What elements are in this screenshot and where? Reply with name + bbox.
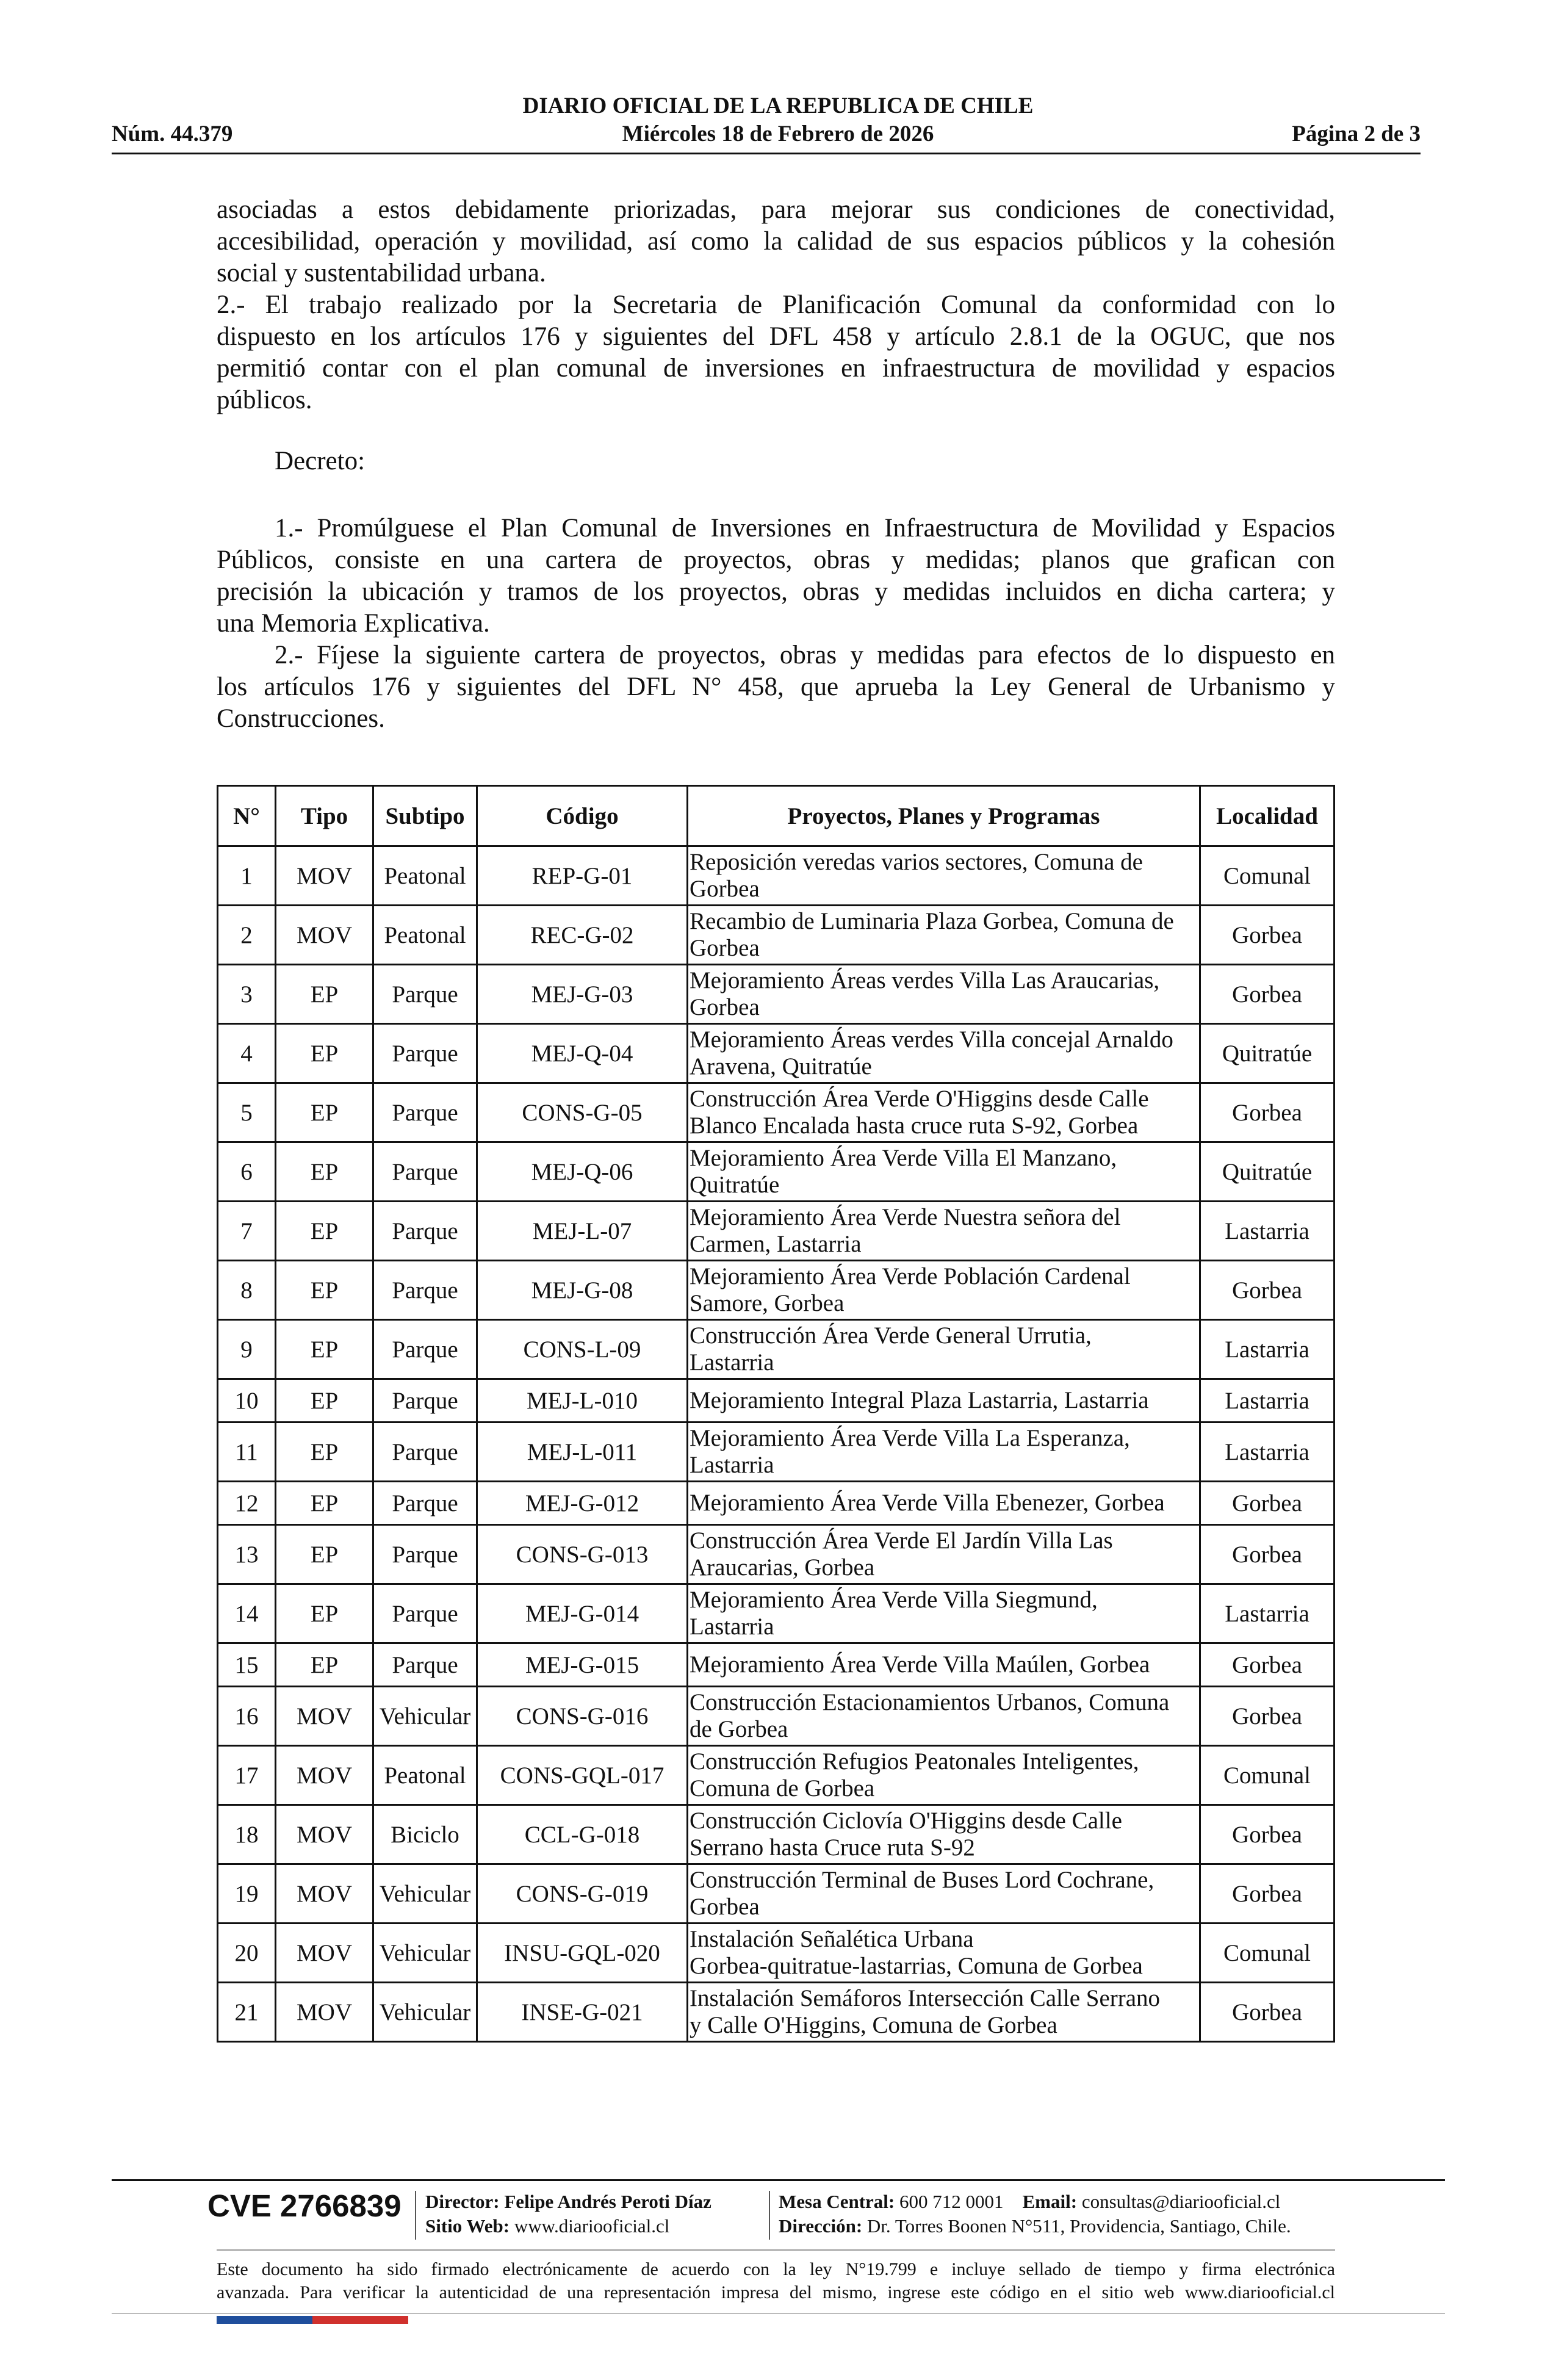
table-row: [218, 1083, 1334, 1142]
description-line: Construcción Área Verde El Jardín Villa Las: [690, 1527, 1113, 1554]
table-row: [218, 1864, 1334, 1924]
flag-bar-blue: [217, 2316, 312, 2324]
flag-bar-red: [312, 2316, 408, 2324]
row-subtipo: Peatonal: [373, 846, 477, 906]
row-tipo: MOV: [276, 1687, 373, 1746]
table-row: [218, 1379, 1334, 1423]
row-number: 21: [218, 1983, 276, 2042]
row-description: [688, 1983, 1200, 2042]
table-row: [218, 1024, 1334, 1083]
text-line: precisión la ubicación y tramos de los proyectos, obras y medidas incluidos en dicha cartera; y: [217, 577, 1335, 606]
email-link[interactable]: consultas@diariooficial.cl: [1081, 2191, 1281, 2212]
row-localidad: Gorbea: [1200, 1864, 1334, 1924]
director-label: Director:: [425, 2191, 500, 2212]
row-number: 14: [218, 1584, 276, 1643]
row-tipo: EP: [276, 1525, 373, 1584]
projects-table: [217, 785, 1335, 2043]
row-tipo: EP: [276, 1202, 373, 1261]
row-subtipo: Parque: [373, 1202, 477, 1261]
row-localidad: Gorbea: [1200, 1525, 1334, 1584]
row-localidad: Lastarria: [1200, 1423, 1334, 1482]
table-header-row: [218, 786, 1334, 846]
description-line: Construcción Ciclovía O'Higgins desde Calle: [690, 1808, 1122, 1834]
row-subtipo: Parque: [373, 965, 477, 1024]
text-line: 1.- Promúlguese el Plan Comunal de Inversiones en Infraestructura de Movilidad y Espacios: [275, 514, 1335, 543]
row-localidad: Gorbea: [1200, 1083, 1334, 1142]
row-number: 20: [218, 1924, 276, 1983]
row-localidad: Gorbea: [1200, 1482, 1334, 1525]
row-number: 1: [218, 846, 276, 906]
row-description: [688, 1746, 1200, 1805]
row-subtipo: Parque: [373, 1083, 477, 1142]
description-line: y Calle O'Higgins, Comuna de Gorbea: [690, 2012, 1057, 2038]
row-tipo: MOV: [276, 1746, 373, 1805]
row-codigo: MEJ-L-07: [477, 1202, 688, 1261]
row-localidad: Quitratúe: [1200, 1024, 1334, 1083]
row-subtipo: Vehicular: [373, 1864, 477, 1924]
row-tipo: MOV: [276, 1924, 373, 1983]
row-description: [688, 906, 1200, 965]
row-tipo: EP: [276, 1320, 373, 1379]
footer-divider: [217, 2249, 1335, 2251]
row-localidad: Gorbea: [1200, 1983, 1334, 2042]
description-line: Mejoramiento Área Verde Villa El Manzano,: [690, 1145, 1117, 1171]
footer-divider: [112, 2179, 1445, 2181]
row-subtipo: Parque: [373, 1584, 477, 1643]
table-row: [218, 1746, 1334, 1805]
description-line: Reposición veredas varios sectores, Comuna de: [690, 849, 1143, 875]
row-description: [688, 1643, 1200, 1687]
column-header: Localidad: [1200, 786, 1334, 846]
row-tipo: EP: [276, 965, 373, 1024]
row-description: [688, 965, 1200, 1024]
row-description: [688, 1864, 1200, 1924]
table-row: [218, 1142, 1334, 1202]
row-tipo: EP: [276, 1643, 373, 1687]
table-row: [218, 1643, 1334, 1687]
header-divider: [112, 153, 1421, 154]
description-line: Gorbea: [690, 876, 760, 902]
address: Dr. Torres Boonen N°511, Providencia, Santiago, Chile.: [866, 2215, 1291, 2237]
row-description: [688, 1024, 1200, 1083]
page-indicator: Página 2 de 3: [1292, 121, 1421, 146]
row-description: [688, 1525, 1200, 1584]
text-line: social y sustentabilidad urbana.: [217, 259, 546, 287]
description-line: Lastarria: [690, 1614, 774, 1640]
table-body: [218, 846, 1334, 2042]
description-line: Aravena, Quitratúe: [690, 1053, 872, 1080]
table-row: [218, 1482, 1334, 1525]
row-subtipo: Parque: [373, 1142, 477, 1202]
description-line: Mejoramiento Área Verde Nuestra señora del: [690, 1204, 1121, 1230]
row-subtipo: Peatonal: [373, 906, 477, 965]
table-row: [218, 1525, 1334, 1584]
row-codigo: MEJ-L-011: [477, 1423, 688, 1482]
description-line: Gorbea: [690, 994, 760, 1020]
column-header: Proyectos, Planes y Programas: [688, 786, 1200, 846]
table-row: [218, 1584, 1334, 1643]
row-subtipo: Biciclo: [373, 1805, 477, 1864]
description-line: Mejoramiento Áreas verdes Villa Las Araucarias,: [690, 967, 1160, 993]
row-number: 13: [218, 1525, 276, 1584]
text-line: una Memoria Explicativa.: [217, 609, 490, 638]
description-line: Mejoramiento Área Verde Villa La Esperanza,: [690, 1425, 1130, 1451]
table-row: [218, 906, 1334, 965]
description-line: Instalación Semáforos Intersección Calle Serrano: [690, 1985, 1161, 2011]
row-number: 4: [218, 1024, 276, 1083]
row-subtipo: Vehicular: [373, 1687, 477, 1746]
address-label: Dirección:: [779, 2215, 863, 2237]
row-codigo: CONS-GQL-017: [477, 1746, 688, 1805]
description-line: Gorbea: [690, 935, 760, 961]
row-localidad: Lastarria: [1200, 1320, 1334, 1379]
row-tipo: EP: [276, 1379, 373, 1423]
description-line: Mejoramiento Integral Plaza Lastarria, Lastarria: [690, 1387, 1149, 1413]
table-row: [218, 1983, 1334, 2042]
row-codigo: REC-G-02: [477, 906, 688, 965]
row-codigo: CCL-G-018: [477, 1805, 688, 1864]
description-line: Samore, Gorbea: [690, 1290, 845, 1316]
description-line: Lastarria: [690, 1452, 774, 1478]
row-number: 6: [218, 1142, 276, 1202]
description-line: Construcción Terminal de Buses Lord Cochrane,: [690, 1867, 1154, 1893]
row-description: [688, 1924, 1200, 1983]
decree-paragraph-1: [217, 513, 1335, 735]
description-line: Construcción Área Verde General Urrutia,: [690, 1322, 1092, 1349]
issue-date: Miércoles 18 de Febrero de 2026: [622, 121, 934, 146]
row-codigo: CONS-G-013: [477, 1525, 688, 1584]
row-codigo: MEJ-G-015: [477, 1643, 688, 1687]
row-codigo: CONS-G-016: [477, 1687, 688, 1746]
row-codigo: MEJ-Q-04: [477, 1024, 688, 1083]
row-description: [688, 1687, 1200, 1746]
mesa-label: Mesa Central:: [779, 2191, 895, 2212]
description-line: Comuna de Gorbea: [690, 1775, 875, 1801]
row-codigo: INSU-GQL-020: [477, 1924, 688, 1983]
description-line: Gorbea-quitratue-lastarrias, Comuna de Gorbea: [690, 1953, 1143, 1979]
description-line: Recambio de Luminaria Plaza Gorbea, Comuna de: [690, 908, 1174, 934]
row-description: [688, 1142, 1200, 1202]
text-line: Este documento ha sido firmado electrónicamente de acuerdo con la ley N°19.799 e incluye sellado de tiempo y firma electrónica: [217, 2259, 1335, 2279]
description-line: Construcción Área Verde O'Higgins desde Calle: [690, 1086, 1149, 1112]
description-line: Serrano hasta Cruce ruta S-92: [690, 1834, 975, 1861]
description-line: Mejoramiento Áreas verdes Villa concejal Arnaldo: [690, 1026, 1173, 1053]
text-line: accesibilidad, operación y movilidad, así como la calidad de sus espacios públicos y la cohesión: [217, 227, 1335, 256]
text-line: 2.- Fíjese la siguiente cartera de proyectos, obras y medidas para efectos de lo dispuesto en: [275, 641, 1335, 669]
row-number: 10: [218, 1379, 276, 1423]
row-localidad: Comunal: [1200, 846, 1334, 906]
row-localidad: Gorbea: [1200, 906, 1334, 965]
row-codigo: MEJ-G-08: [477, 1261, 688, 1320]
row-description: [688, 1423, 1200, 1482]
phone-number: 600 712 0001: [899, 2191, 1004, 2212]
row-description: [688, 1584, 1200, 1643]
row-description: [688, 1202, 1200, 1261]
text-line: dispuesto en los artículos 176 y siguientes del DFL 458 y artículo 2.8.1 de la OGUC, que nos: [217, 322, 1335, 351]
row-localidad: Gorbea: [1200, 1643, 1334, 1687]
table-row: [218, 1423, 1334, 1482]
table-row: [218, 1261, 1334, 1320]
row-number: 19: [218, 1864, 276, 1924]
cve-code: CVE 2766839: [207, 2188, 402, 2223]
gazette-title: DIARIO OFICIAL DE LA REPUBLICA DE CHILE: [522, 93, 1034, 118]
row-subtipo: Parque: [373, 1320, 477, 1379]
row-subtipo: Parque: [373, 1482, 477, 1525]
text-line: asociadas a estos debidamente priorizadas, para mejorar sus condiciones de conectividad,: [217, 195, 1335, 224]
row-subtipo: Vehicular: [373, 1983, 477, 2042]
row-codigo: CONS-G-05: [477, 1083, 688, 1142]
description-line: Carmen, Lastarria: [690, 1231, 862, 1257]
row-localidad: Quitratúe: [1200, 1142, 1334, 1202]
row-codigo: INSE-G-021: [477, 1983, 688, 2042]
footer-contact-block: [779, 2190, 1291, 2238]
row-tipo: MOV: [276, 846, 373, 906]
row-tipo: EP: [276, 1482, 373, 1525]
row-description: [688, 846, 1200, 906]
row-number: 17: [218, 1746, 276, 1805]
row-subtipo: Parque: [373, 1525, 477, 1584]
description-line: Construcción Estacionamientos Urbanos, Comuna: [690, 1689, 1170, 1715]
row-localidad: Comunal: [1200, 1924, 1334, 1983]
column-header: Tipo: [276, 786, 373, 846]
row-tipo: MOV: [276, 1983, 373, 2042]
row-tipo: EP: [276, 1142, 373, 1202]
row-localidad: Gorbea: [1200, 1687, 1334, 1746]
description-line: Lastarria: [690, 1349, 774, 1376]
row-codigo: MEJ-G-012: [477, 1482, 688, 1525]
row-codigo: MEJ-L-010: [477, 1379, 688, 1423]
row-description: [688, 1261, 1200, 1320]
row-subtipo: Parque: [373, 1423, 477, 1482]
row-number: 7: [218, 1202, 276, 1261]
row-subtipo: Parque: [373, 1643, 477, 1687]
row-number: 18: [218, 1805, 276, 1864]
row-localidad: Lastarria: [1200, 1584, 1334, 1643]
column-header: N°: [218, 786, 276, 846]
footer-divider: [112, 2313, 1445, 2314]
row-number: 3: [218, 965, 276, 1024]
row-tipo: MOV: [276, 1805, 373, 1864]
row-description: [688, 1379, 1200, 1423]
row-subtipo: Parque: [373, 1024, 477, 1083]
row-number: 9: [218, 1320, 276, 1379]
row-description: [688, 1482, 1200, 1525]
description-line: Gorbea: [690, 1894, 760, 1920]
table-row: [218, 1687, 1334, 1746]
intro-paragraph: [217, 194, 1335, 416]
legal-notice: [217, 2258, 1335, 2304]
row-tipo: MOV: [276, 1864, 373, 1924]
row-localidad: Lastarria: [1200, 1379, 1334, 1423]
table-row: [218, 1805, 1334, 1864]
row-codigo: MEJ-Q-06: [477, 1142, 688, 1202]
table-row: [218, 846, 1334, 906]
email-label: Email:: [1022, 2191, 1078, 2212]
table-row: [218, 1924, 1334, 1983]
row-codigo: MEJ-G-014: [477, 1584, 688, 1643]
row-localidad: Comunal: [1200, 1746, 1334, 1805]
row-localidad: Gorbea: [1200, 1261, 1334, 1320]
row-number: 5: [218, 1083, 276, 1142]
row-subtipo: Parque: [373, 1261, 477, 1320]
row-description: [688, 1320, 1200, 1379]
row-description: [688, 1083, 1200, 1142]
text-line: los artículos 176 y siguientes del DFL N° 458, que aprueba la Ley General de Urbanismo y: [217, 673, 1335, 701]
row-subtipo: Vehicular: [373, 1924, 477, 1983]
row-number: 12: [218, 1482, 276, 1525]
description-line: Construcción Refugios Peatonales Inteligentes,: [690, 1748, 1139, 1775]
row-subtipo: Peatonal: [373, 1746, 477, 1805]
description-line: Quitratúe: [690, 1172, 780, 1198]
footer-separator: [769, 2191, 770, 2240]
column-header: Subtipo: [373, 786, 477, 846]
table-row: [218, 1202, 1334, 1261]
issue-number: Núm. 44.379: [112, 121, 233, 146]
row-number: 2: [218, 906, 276, 965]
director-name: Felipe Andrés Peroti Díaz: [504, 2191, 711, 2212]
description-line: Blanco Encalada hasta cruce ruta S-92, Gorbea: [690, 1112, 1139, 1139]
row-subtipo: Parque: [373, 1379, 477, 1423]
text-line: públicos.: [217, 386, 312, 414]
row-number: 11: [218, 1423, 276, 1482]
row-codigo: CONS-G-019: [477, 1864, 688, 1924]
description-line: Mejoramiento Área Verde Villa Siegmund,: [690, 1587, 1098, 1613]
row-tipo: MOV: [276, 906, 373, 965]
web-label: Sitio Web:: [425, 2215, 510, 2237]
table-row: [218, 1320, 1334, 1379]
text-line: permitió contar con el plan comunal de inversiones en infraestructura de movilidad y espacios: [217, 354, 1335, 383]
row-localidad: Lastarria: [1200, 1202, 1334, 1261]
row-localidad: Gorbea: [1200, 965, 1334, 1024]
description-line: Mejoramiento Área Verde Población Cardenal: [690, 1263, 1131, 1289]
row-tipo: EP: [276, 1584, 373, 1643]
table-row: [218, 965, 1334, 1024]
decreto-heading: Decreto:: [275, 447, 366, 475]
description-line: Mejoramiento Área Verde Villa Maúlen, Gorbea: [690, 1651, 1150, 1678]
row-localidad: Gorbea: [1200, 1805, 1334, 1864]
row-codigo: CONS-L-09: [477, 1320, 688, 1379]
row-tipo: EP: [276, 1083, 373, 1142]
text-line: Construcciones.: [217, 704, 385, 733]
row-tipo: EP: [276, 1423, 373, 1482]
text-line: Públicos, consiste en una cartera de proyectos, obras y medidas; planos que grafican con: [217, 546, 1335, 574]
footer-director-block: [425, 2190, 711, 2238]
description-line: Mejoramiento Área Verde Villa Ebenezer, Gorbea: [690, 1490, 1165, 1516]
row-description: [688, 1805, 1200, 1864]
text-line: 2.- El trabajo realizado por la Secretaria de Planificación Comunal da conformidad con lo: [217, 290, 1335, 319]
row-number: 15: [218, 1643, 276, 1687]
row-number: 16: [218, 1687, 276, 1746]
text-line: avanzada. Para verificar la autenticidad de una representación impresa del mismo, ingrese este código en el sitio web www.diariooficial.cl: [217, 2282, 1335, 2302]
description-line: Instalación Señalética Urbana: [690, 1926, 974, 1952]
row-codigo: MEJ-G-03: [477, 965, 688, 1024]
footer-separator: [415, 2191, 416, 2240]
description-line: Araucarias, Gorbea: [690, 1554, 875, 1581]
row-tipo: EP: [276, 1261, 373, 1320]
description-line: de Gorbea: [690, 1716, 788, 1742]
website-link[interactable]: www.diariooficial.cl: [514, 2215, 670, 2237]
row-number: 8: [218, 1261, 276, 1320]
row-codigo: REP-G-01: [477, 846, 688, 906]
row-tipo: EP: [276, 1024, 373, 1083]
column-header: Código: [477, 786, 688, 846]
